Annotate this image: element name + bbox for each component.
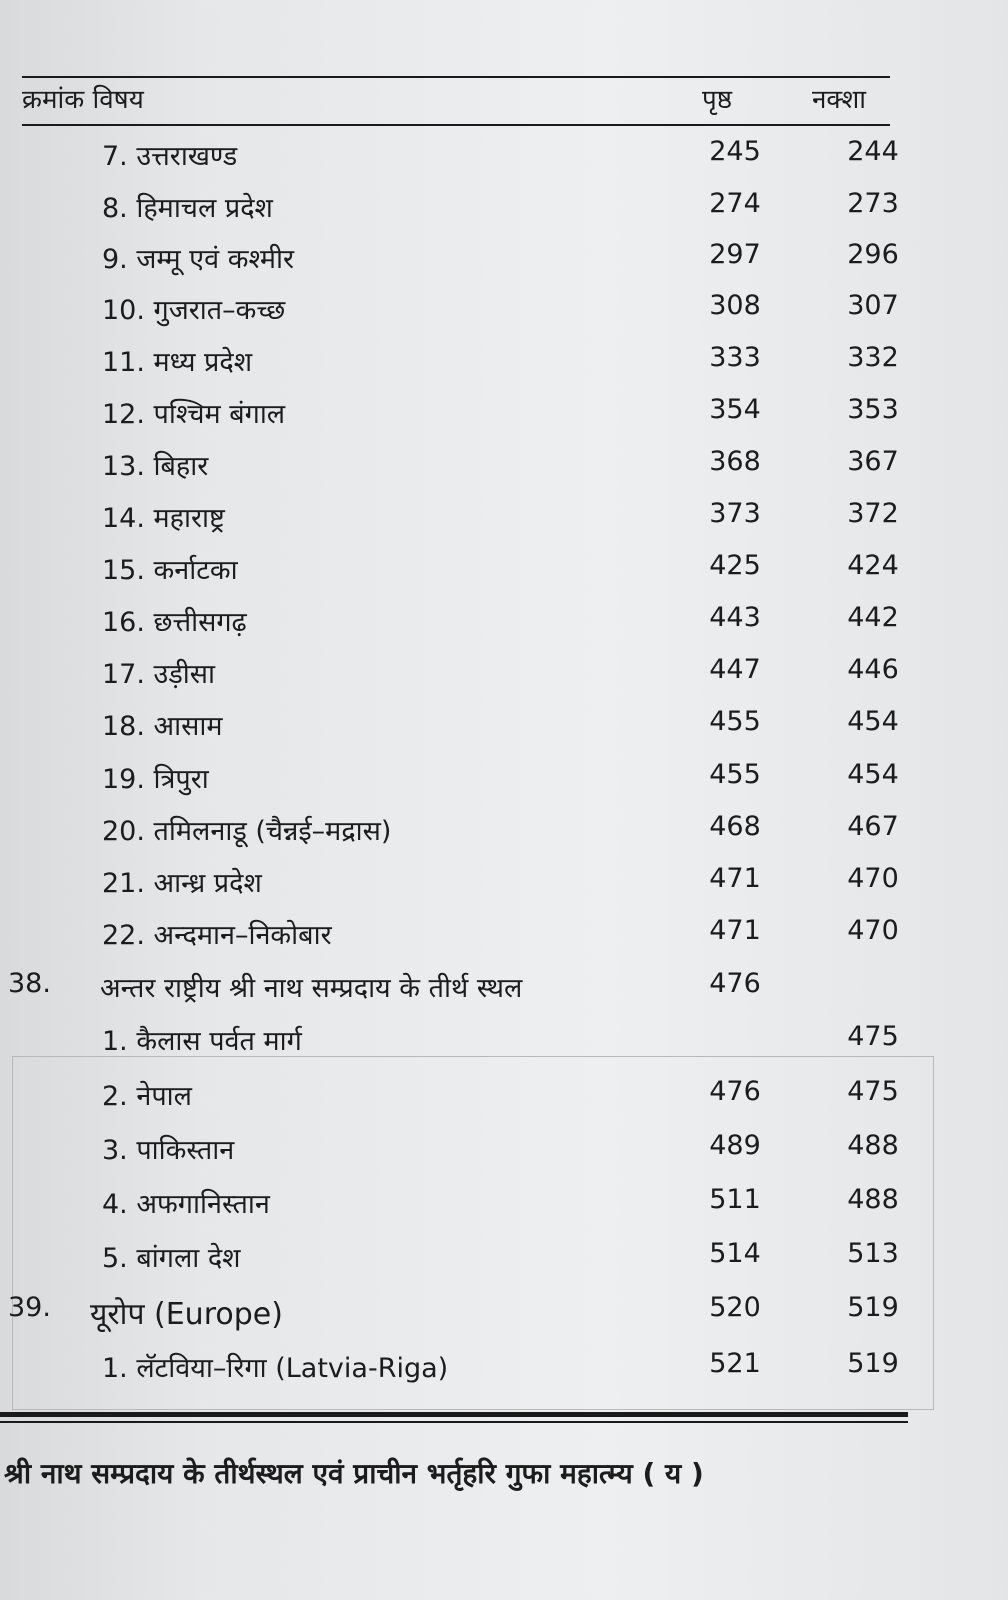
entry-number: 39. <box>8 1292 51 1323</box>
entry-page: 425 <box>709 550 761 581</box>
entry-title: अन्तर राष्ट्रीय श्री नाथ सम्प्रदाय के तीर्थ स्थल <box>100 973 523 1004</box>
entry-map: 353 <box>847 394 899 425</box>
entry-map: 488 <box>847 1184 899 1215</box>
table-row <box>0 1126 1008 1176</box>
footer-rule-thin <box>0 1421 908 1423</box>
entry-map: 446 <box>847 654 899 685</box>
entry-page: 511 <box>709 1184 761 1215</box>
entry-title: 16. छत्तीसगढ़ <box>102 607 247 638</box>
entry-page: 468 <box>709 811 761 842</box>
header-top-rule <box>22 76 890 78</box>
entry-page: 373 <box>709 498 761 529</box>
table-row <box>0 1017 1008 1067</box>
entry-title: 12. पश्चिम बंगाल <box>102 399 286 430</box>
entry-map: 332 <box>847 342 899 373</box>
entry-page: 520 <box>709 1292 761 1323</box>
table-row <box>0 911 1008 961</box>
table-row <box>0 807 1008 857</box>
entry-title: 5. बांगला देश <box>102 1243 241 1274</box>
header-page: पृष्ठ <box>702 85 733 115</box>
table-row <box>0 1180 1008 1230</box>
entry-map: 519 <box>847 1292 899 1323</box>
entry-page: 443 <box>709 602 761 633</box>
entry-title: 8. हिमाचल प्रदेश <box>102 193 273 224</box>
entry-page: 489 <box>709 1130 761 1161</box>
entry-map: 467 <box>847 811 899 842</box>
entry-page: 297 <box>709 239 761 270</box>
entry-page: 455 <box>709 706 761 737</box>
table-row <box>0 494 1008 544</box>
entry-title: 20. तमिलनाडू (चैन्नई–मद्रास) <box>102 816 392 847</box>
table-row <box>0 546 1008 596</box>
entry-title: 18. आसाम <box>102 711 223 742</box>
entry-map: 367 <box>847 446 899 477</box>
entry-page: 514 <box>709 1238 761 1269</box>
entry-map: 372 <box>847 498 899 529</box>
entry-map: 513 <box>847 1238 899 1269</box>
entry-page: 354 <box>709 394 761 425</box>
entry-title: 19. त्रिपुरा <box>102 764 209 795</box>
table-row <box>0 442 1008 492</box>
entry-page: 308 <box>709 290 761 321</box>
entry-title: 14. महाराष्ट्र <box>102 503 225 534</box>
table-row <box>0 184 1008 234</box>
entry-title: 15. कर्नाटका <box>102 555 238 586</box>
entry-map: 307 <box>847 290 899 321</box>
table-row <box>0 598 1008 648</box>
running-footer: श्री नाथ सम्प्रदाय के तीर्थस्थल एवं प्राचीन भर्तृहरि गुफा महात्म्य ( य ) <box>4 1457 704 1490</box>
entry-title: 13. बिहार <box>102 451 209 482</box>
entry-page: 274 <box>709 188 761 219</box>
entry-page: 471 <box>709 915 761 946</box>
table-row <box>0 1344 1008 1394</box>
entry-map: 454 <box>847 706 899 737</box>
entry-page: 476 <box>709 1076 761 1107</box>
table-row <box>0 390 1008 440</box>
table-row <box>0 755 1008 805</box>
entry-map: 488 <box>847 1130 899 1161</box>
entry-title: 1. कैलास पर्वत मार्ग <box>102 1026 302 1057</box>
entry-map: 470 <box>847 915 899 946</box>
entry-title: यूरोप (Europe) <box>90 1297 283 1332</box>
entry-number: 38. <box>8 968 51 999</box>
entry-page: 333 <box>709 342 761 373</box>
header-map: नक्शा <box>812 85 867 115</box>
table-row <box>0 286 1008 336</box>
entry-map: 519 <box>847 1348 899 1379</box>
table-row <box>0 1072 1008 1122</box>
entry-map: 424 <box>847 550 899 581</box>
entry-title: 3. पाकिस्तान <box>102 1135 235 1166</box>
entry-map: 296 <box>847 239 899 270</box>
entry-page: 455 <box>709 759 761 790</box>
entry-title: 11. मध्य प्रदेश <box>102 347 253 378</box>
entry-title: 7. उत्तराखण्ड <box>102 141 238 172</box>
table-row <box>0 1234 1008 1284</box>
header-subject: क्रमांक विषय <box>22 85 144 115</box>
entry-title: 2. नेपाल <box>102 1081 192 1112</box>
table-row <box>0 132 1008 182</box>
entry-page: 476 <box>709 968 761 999</box>
table-row <box>0 235 1008 285</box>
entry-page: 521 <box>709 1348 761 1379</box>
entry-title: 10. गुजरात–कच्छ <box>102 295 286 326</box>
entry-map: 442 <box>847 602 899 633</box>
entry-map: 244 <box>847 136 899 167</box>
entry-page: 447 <box>709 654 761 685</box>
table-row <box>0 859 1008 909</box>
entry-map: 475 <box>847 1021 899 1052</box>
table-row <box>0 338 1008 388</box>
entry-title: 17. उड़ीसा <box>102 659 216 690</box>
entry-title: 21. आन्ध्र प्रदेश <box>102 868 262 899</box>
table-row <box>0 1288 1008 1338</box>
entry-title: 1. लॅटविया–रिगा (Latvia-Riga) <box>102 1353 449 1384</box>
table-row <box>0 964 1008 1014</box>
header-bottom-rule <box>22 124 890 126</box>
entry-page: 245 <box>709 136 761 167</box>
entry-title: 9. जम्मू एवं कश्मीर <box>102 244 295 275</box>
entry-map: 475 <box>847 1076 899 1107</box>
entry-title: 22. अन्दमान–निकोबार <box>102 920 332 951</box>
entry-page: 471 <box>709 863 761 894</box>
entry-title: 4. अफगानिस्तान <box>102 1189 270 1220</box>
entry-map: 454 <box>847 759 899 790</box>
footer-rule-thick <box>0 1412 908 1417</box>
entry-page: 368 <box>709 446 761 477</box>
entry-map: 273 <box>847 188 899 219</box>
table-row <box>0 702 1008 752</box>
table-row <box>0 650 1008 700</box>
entry-map: 470 <box>847 863 899 894</box>
